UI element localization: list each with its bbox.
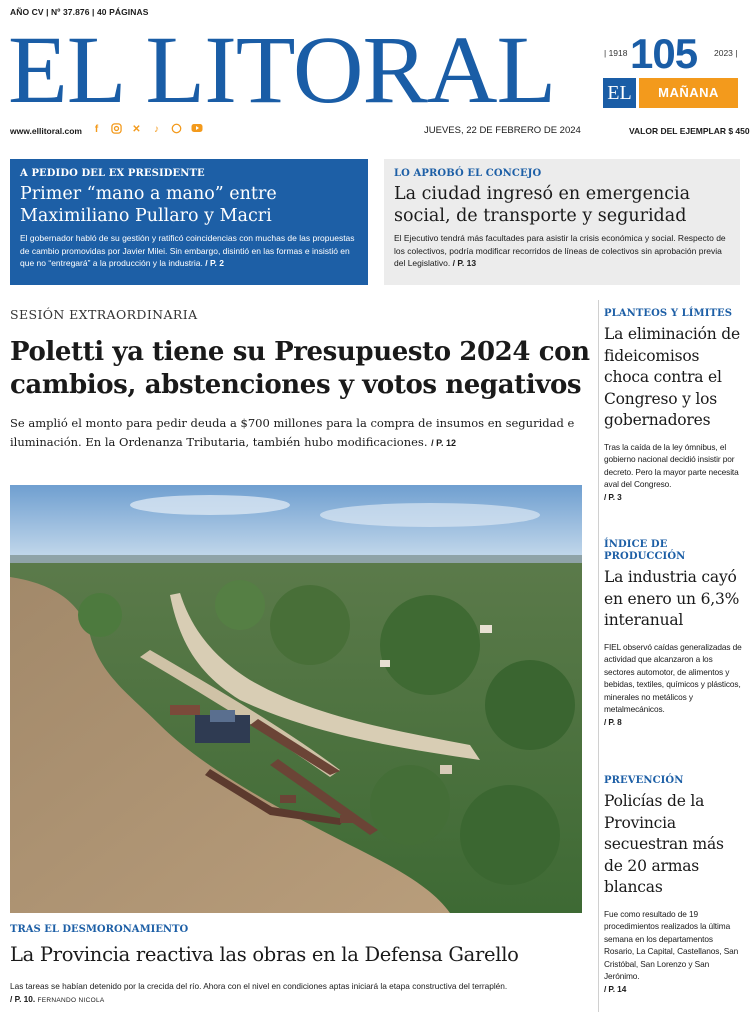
x-icon[interactable]: ✕ xyxy=(132,124,141,135)
story-headline[interactable]: Policías de la Provincia secuestran más de 20 armas blancas xyxy=(604,792,724,896)
photo-credit: FERNANDO NICOLA xyxy=(37,997,105,1004)
page-reference: / P. 2 xyxy=(205,258,224,268)
story-headline[interactable]: La industria cayó en enero un 6,3% interanual xyxy=(604,568,740,629)
story-summary: El gobernador habló de su gestión y ratificó coincidencias con muchas de las propuestas de cambio promovidas por Javier Milei. Sin embargo, disintió en las formas e insistió en que no “entregará” a la producción y la industria. / P. 2 xyxy=(20,233,355,268)
manana-badge: MAÑANA xyxy=(639,78,738,108)
story-kicker: PREVENCIÓN xyxy=(604,775,684,786)
aerial-river-photo xyxy=(10,485,582,913)
page-reference: / P. 8 xyxy=(604,716,622,727)
photo-story-kicker: TRAS EL DESMORONAMIENTO xyxy=(10,924,189,935)
youtube-icon[interactable] xyxy=(190,123,203,136)
issue-price: VALOR DEL EJEMPLAR $ 450 xyxy=(629,126,750,136)
main-story-headline[interactable]: Poletti ya tiene su Presupuesto 2024 con cambios, abstenciones y votos negativos xyxy=(10,337,590,400)
story-headline[interactable]: La ciudad ingresó en emergencia social, de transporte y seguridad xyxy=(394,184,691,226)
sidebar-story-industria[interactable] xyxy=(604,539,744,728)
tiktok-icon[interactable]: ♪ xyxy=(154,124,159,135)
anniversary-start: | 1918 xyxy=(604,48,628,58)
top-story-pullaro[interactable] xyxy=(10,159,368,285)
page-reference: / P. 14 xyxy=(604,983,627,994)
story-summary: Fue como resultado de 19 procedimientos realizados la última semana en los departamentos Rosario, La Capital, Castellanos, San Cristóbal, San Lorenzo y San Jerónimo. / P. 14 xyxy=(604,908,739,994)
page-reference: / P. 3 xyxy=(604,491,622,502)
social-links xyxy=(90,123,203,136)
story-kicker: ÍNDICE DE PRODUCCIÓN xyxy=(604,539,686,562)
whatsapp-icon[interactable] xyxy=(170,123,183,136)
issue-date: JUEVES, 22 DE FEBRERO DE 2024 xyxy=(424,125,581,136)
story-kicker: A PEDIDO DEL EX PRESIDENTE xyxy=(20,168,205,179)
main-story-summary: Se amplió el monto para pedir deuda a $700 millones para la compra de insumos en seguridad e iluminación. En la Ordenanza Tributaria, también hubo modificaciones. / P. 12 xyxy=(10,416,575,449)
anniversary-number: 105 xyxy=(630,30,698,77)
main-story-kicker: SESIÓN EXTRAORDINARIA xyxy=(10,307,198,322)
page-reference: / P. 12 xyxy=(431,438,456,448)
website-link[interactable]: www.ellitoral.com xyxy=(10,126,82,136)
column-divider xyxy=(598,300,599,1012)
page-reference: / P. 13 xyxy=(452,258,477,268)
top-story-emergencia[interactable] xyxy=(384,159,740,285)
page-reference: / P. 10. xyxy=(10,994,36,1004)
facebook-icon[interactable]: f xyxy=(94,124,99,135)
story-summary: Tras la caída de la ley ómnibus, el gobierno nacional decidió insistir por decreto. Pero la mayor parte necesita aval del Congreso. / P. 3 xyxy=(604,441,739,502)
story-kicker: PLANTEOS Y LÍMITES xyxy=(604,308,733,319)
instagram-icon[interactable] xyxy=(110,123,123,136)
el-badge: EL xyxy=(603,78,636,108)
story-summary: El Ejecutivo tendrá más facultades para asistir la crisis económica y social. Respecto de los colectivos, podría modificar recorridos de líneas de colectivos sin aprobación previa del Legislativo. / P. 13 xyxy=(394,233,726,268)
story-headline[interactable]: La eliminación de fideicomisos choca contra el Congreso y los gobernadores xyxy=(604,325,741,429)
story-kicker: LO APROBÓ EL CONCEJO xyxy=(394,168,542,179)
sidebar-story-armas[interactable] xyxy=(604,775,744,995)
photo-story-headline[interactable]: La Provincia reactiva las obras en la Defensa Garello xyxy=(10,943,519,966)
story-headline[interactable]: Primer “mano a mano” entre Maximiliano Pullaro y Macri xyxy=(20,184,277,226)
newspaper-logo[interactable]: EL LITORAL xyxy=(8,16,556,123)
anniversary-badge xyxy=(602,32,742,76)
anniversary-end: 2023 | xyxy=(714,48,738,58)
story-summary: FIEL observó caídas generalizadas de actividad que alcanzaron a los sectores automotor, de alimentos y bebidas, textiles, químicos y plásticos, minerales no metálicos y metalmecánicos. / P. 8 xyxy=(604,641,742,727)
photo-story-summary: Las tareas se habían detenido por la crecida del río. Ahora con el nivel en condiciones aptas iniciará la etapa constructiva del terraplén. / P. 10. FERNANDO NICOLA xyxy=(10,981,508,1004)
sidebar-story-fideicomisos[interactable] xyxy=(604,308,744,503)
edition-info: AÑO CV | Nº 37.876 | 40 PÁGINAS xyxy=(10,7,149,17)
